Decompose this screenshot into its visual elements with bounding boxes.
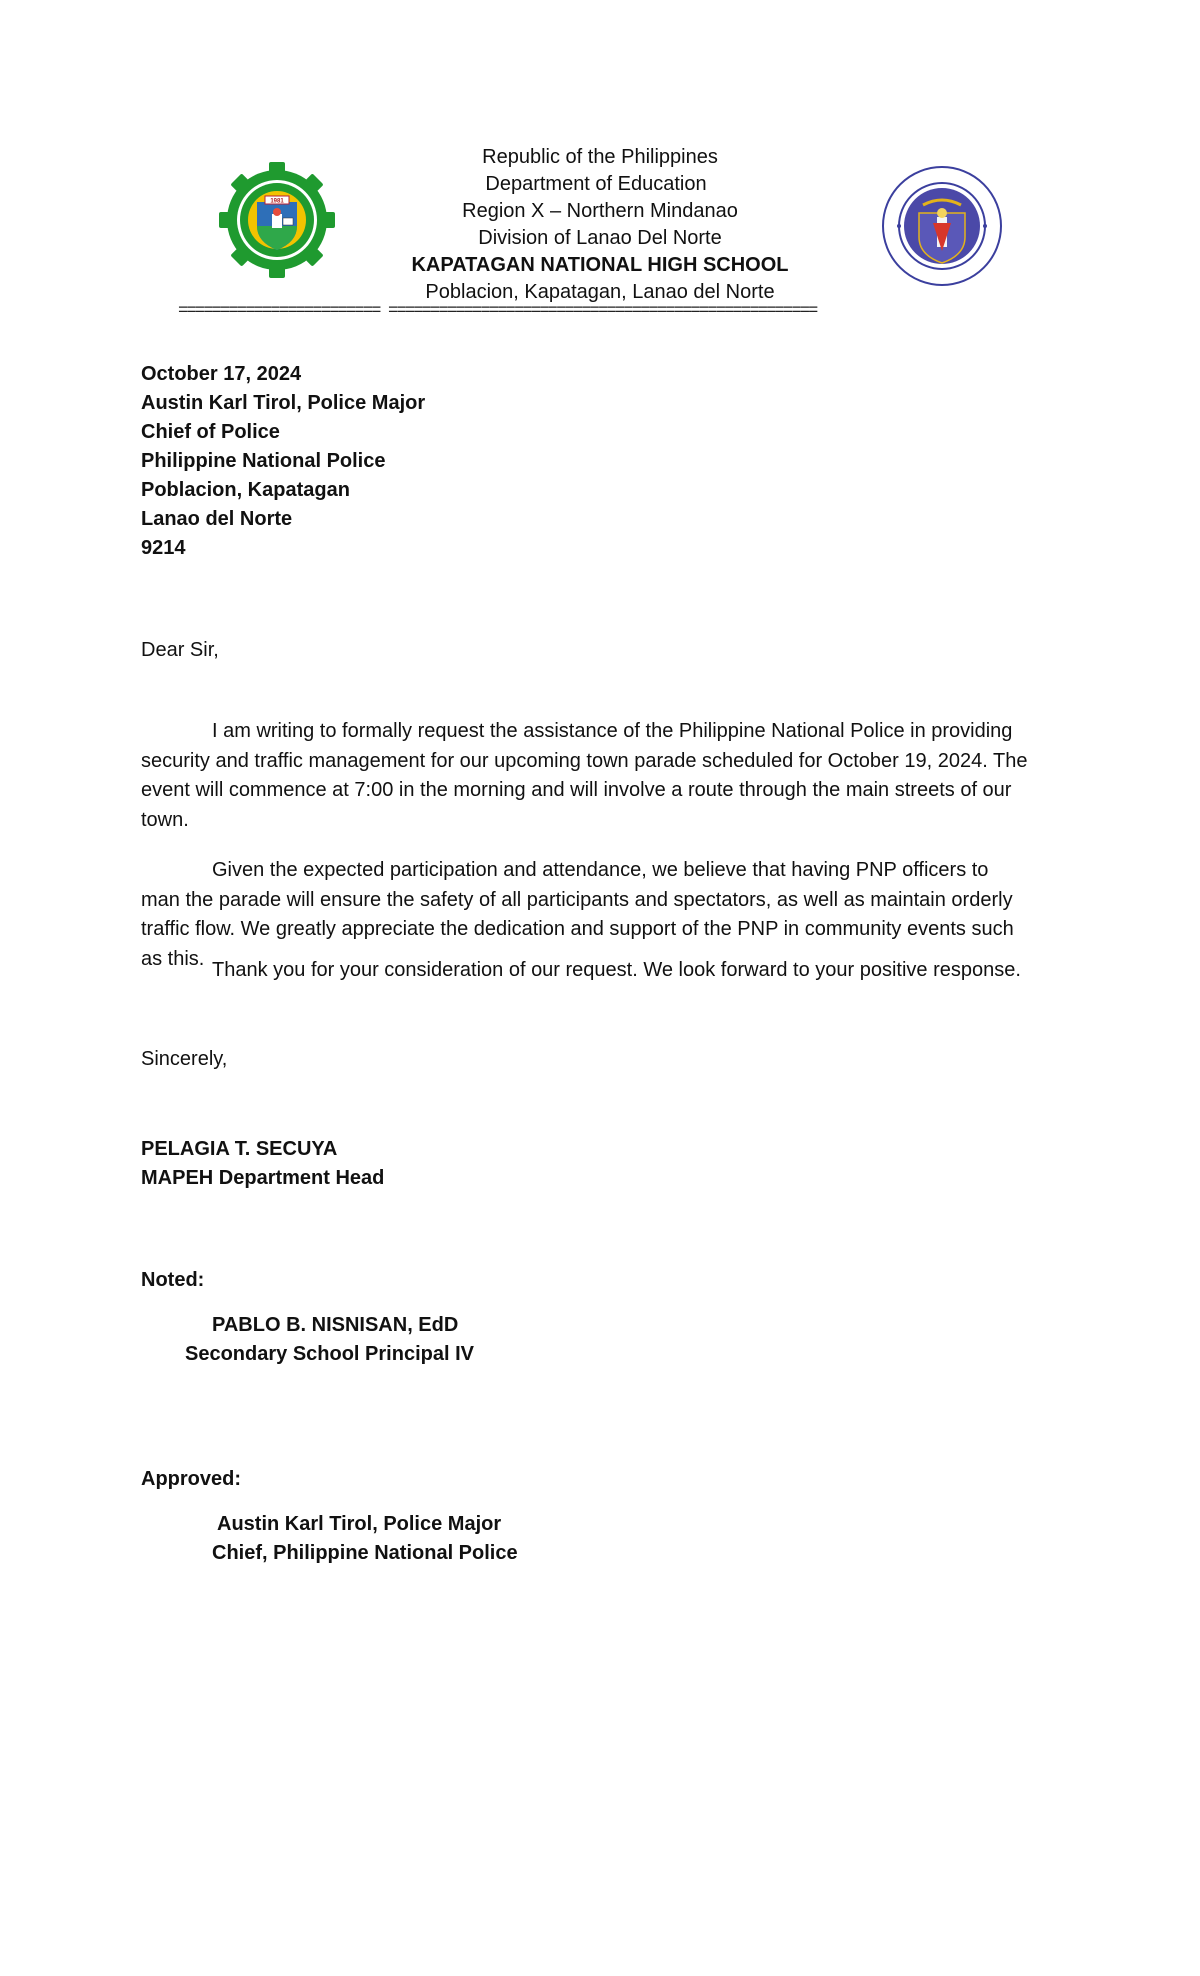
header-divider-rule: ======================== ===================================================: [178, 302, 817, 321]
recipient-name: Austin Karl Tirol, Police Major: [141, 392, 426, 414]
header-department: Department of Education: [485, 173, 707, 195]
signatory-title: MAPEH Department Head: [141, 1167, 385, 1189]
noted-name: PABLO B. NISNISAN, EdD: [212, 1314, 459, 1336]
header-region: Region X – Northern Mindanao: [462, 200, 738, 222]
noted-label: Noted:: [141, 1269, 205, 1291]
recipient-address-line-1: Poblacion, Kapatagan: [141, 479, 350, 501]
header-address: Poblacion, Kapatagan, Lanao del Norte: [425, 281, 775, 303]
header-republic: Republic of the Philippines: [482, 146, 718, 168]
body-paragraph-1: I am writing to formally request the assistance of the Philippine National Police in providing security and traffic management for our upcoming town parade scheduled for October 19, 2024. The event will commence at 7:00 in the morning and will involve a route through the main streets of our town.: [141, 720, 1028, 831]
recipient-address-line-2: Lanao del Norte: [141, 508, 293, 530]
noted-title: Secondary School Principal IV: [185, 1343, 474, 1365]
body-paragraph-2: Given the expected participation and attendance, we believe that having PNP officers to man the parade will ensure the safety of all participants and spectators, as well as maintain orderly traffic flow. We greatly appreciate the dedication and support of the PNP in community events such as this.: [141, 859, 1014, 970]
header-division: Division of Lanao Del Norte: [478, 227, 722, 249]
body-paragraph-3: Thank you for your consideration of our request. We look forward to your positive response.: [212, 959, 1021, 981]
seal-year: 1981: [270, 198, 284, 205]
approved-name: Austin Karl Tirol, Police Major: [217, 1513, 502, 1535]
approved-label: Approved:: [141, 1468, 241, 1490]
recipient-zip: 9214: [141, 537, 186, 559]
signatory-name: PELAGIA T. SECUYA: [141, 1138, 338, 1160]
closing: Sincerely,: [141, 1048, 228, 1070]
header-school-name: KAPATAGAN NATIONAL HIGH SCHOOL: [411, 254, 789, 276]
recipient-title: Chief of Police: [141, 421, 280, 443]
letter-date: October 17, 2024: [141, 363, 302, 385]
approved-title: Chief, Philippine National Police: [212, 1542, 518, 1564]
salutation: Dear Sir,: [141, 639, 219, 661]
recipient-organization: Philippine National Police: [141, 450, 386, 472]
